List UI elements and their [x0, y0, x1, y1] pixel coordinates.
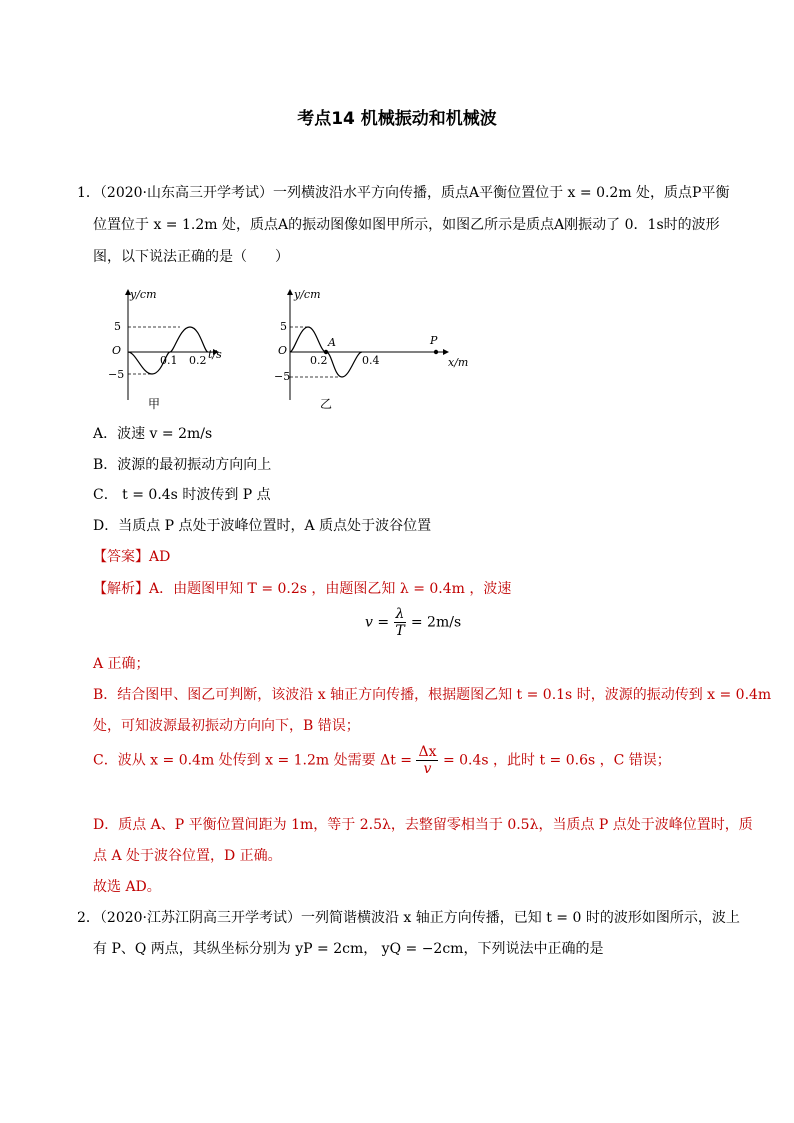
yi-point-p-marker: [434, 350, 438, 354]
yi-y-axis-label: y/cm: [294, 288, 321, 301]
formula-v-lhs: v =: [365, 614, 390, 631]
q1-analysis-a: [93, 579, 511, 599]
page-title: 考点14 机械振动和机械波: [297, 109, 497, 129]
q2-line-1: 2．（2020·江苏江阴高三开学考试）一列简谐横波沿 x 轴正方向传播，已知 t = 0 时的波形如图所示，波上: [77, 910, 740, 926]
jia-y-tick-pos: 5: [114, 320, 121, 333]
analysis-c-den: v: [423, 761, 432, 777]
q1-line-3: 图，以下说法正确的是（ ）: [93, 249, 289, 265]
answer-label: 【答案】: [93, 549, 149, 565]
q1-option-d: D．当质点 P 点处于波峰位置时，A 质点处于波谷位置: [93, 518, 432, 534]
jia-x-tick-2: 0.2: [189, 354, 207, 367]
analysis-c-pre: C．波从 x = 0.4m 处传到 x = 1.2m 处需要 Δt =: [93, 752, 413, 769]
yi-x-tick-2: 0.4: [362, 354, 380, 367]
q1-line-2: 位置位于 x = 1.2m 处，质点A的振动图像如图甲所示，如图乙所示是质点A刚振动了 0．1s时的波形: [93, 217, 720, 233]
q1-conclusion: 故选 AD。: [93, 879, 161, 895]
formula-velocity: [365, 606, 461, 639]
analysis-c-num: Δx: [418, 744, 437, 760]
q1-analysis-a-correct: A 正确；: [93, 656, 150, 672]
yi-origin-label: O: [278, 344, 288, 357]
yi-point-a-label: A: [328, 336, 336, 349]
analysis-label: 【解析】: [93, 581, 149, 597]
q1-line-1: 1．（2020·山东高三开学考试）一列横波沿水平方向传播，质点A平衡位置位于 x = 0.2m 处，质点P平衡: [77, 185, 730, 201]
yi-y-tick-neg: −5: [274, 370, 291, 383]
q1-option-b: B．波源的最初振动方向向上: [93, 457, 272, 473]
jia-y-tick-neg: −5: [108, 368, 125, 381]
q1-answer: [93, 547, 170, 567]
formula-v-num: λ: [395, 606, 405, 622]
jia-x-axis-label: t/s: [208, 348, 222, 361]
formula-v-den: T: [395, 623, 405, 639]
analysis-c-post: = 0.4s ，此时 t = 0.6s ，C 错误；: [442, 752, 671, 769]
formula-v-fraction: [394, 606, 407, 639]
yi-x-tick-1: 0.2: [310, 354, 328, 367]
jia-origin-label: O: [112, 344, 122, 357]
jia-x-tick-1: 0.1: [160, 354, 178, 367]
q2-line-2: 有 P、Q 两点，其纵坐标分别为 yP = 2cm， yQ = −2cm，下列说法中正确的是: [93, 941, 604, 957]
yi-x-axis-label: x/m: [448, 356, 469, 369]
figure-jia-vibration-graph: [100, 282, 240, 412]
q1-analysis-b-1: B．结合图甲、图乙可判断，该波沿 x 轴正方向传播，根据题图乙知 t = 0.1s 时，波源的振动传到 x = 0.4m: [93, 687, 772, 703]
yi-point-a-marker: [324, 350, 328, 354]
q1-analysis-c: [93, 744, 671, 777]
jia-y-axis-label: y/cm: [130, 288, 157, 301]
q1-analysis-b-2: 处，可知波源最初振动方向向下，B 错误；: [93, 718, 360, 734]
q1-analysis-d-2: 点 A 处于波谷位置，D 正确。: [93, 848, 282, 864]
analysis-line-a: A．由题图甲知 T = 0.2s ，由题图乙知 λ = 0.4m ，波速: [149, 581, 512, 597]
q1-option-a: A．波速 v = 2m/s: [93, 426, 213, 442]
formula-v-rhs: = 2m/s: [410, 614, 462, 631]
q1-analysis-d-1: D．质点 A、P 平衡位置间距为 1m，等于 2.5λ，去整留零相当于 0.5λ，当质点 P 点处于波峰位置时，质: [93, 817, 753, 833]
analysis-c-fraction: [416, 744, 438, 777]
jia-caption: 甲: [148, 397, 161, 411]
yi-caption: 乙: [320, 397, 333, 411]
yi-y-tick-pos: 5: [280, 320, 287, 333]
q1-option-c: C． t = 0.4s 时波传到 P 点: [93, 487, 271, 503]
answer-value: AD: [149, 549, 171, 565]
figure-yi-wave-graph: [270, 282, 470, 412]
yi-point-p-label: P: [430, 334, 438, 347]
